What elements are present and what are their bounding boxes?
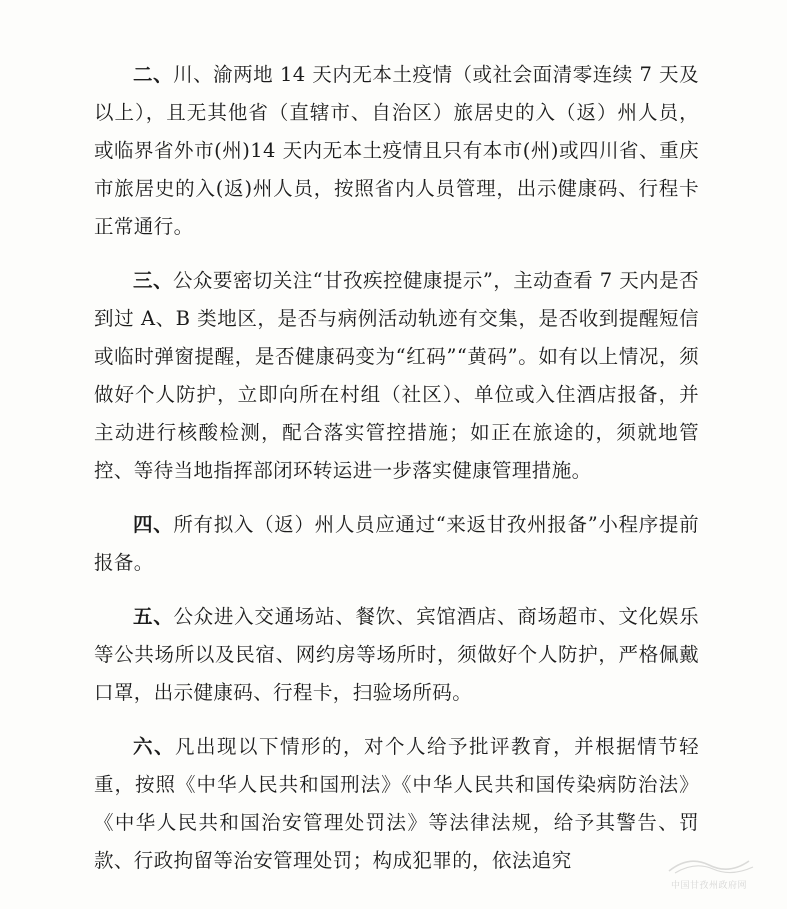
paragraph-6: [94, 728, 699, 880]
paragraph-4-text: 所有拟入（返）州人员应通过“来返甘孜州报备”小程序提前报备。: [94, 513, 699, 574]
watermark-logo: [649, 851, 769, 891]
paragraph-4-number: 四、: [133, 513, 174, 536]
paragraph-5-number: 五、: [133, 605, 174, 628]
paragraph-2-number: 二、: [133, 63, 174, 86]
watermark-text: 中国甘孜州政府网: [670, 881, 747, 891]
document-body: [94, 56, 699, 880]
watermark-icon: [649, 851, 769, 879]
paragraph-2: [94, 56, 699, 246]
paragraph-3-number: 三、: [133, 269, 173, 292]
paragraph-5: [94, 598, 699, 712]
paragraph-6-text: 凡出现以下情形的，对个人给予批评教育，并根据情节轻重，按照《中华人民共和国刑法》《中华人民共和国传染病防治法》《中华人民共和国治安管理处罚法》等法律法规，给予其警告、罚款、行政拘留等治安管理处罚；构成犯罪的，依法追究: [94, 735, 699, 872]
paragraph-2-text: 川、渝两地 14 天内无本土疫情（或社会面清零连续 7 天及以上），且无其他省（直辖市、自治区）旅居史的入（返）州人员，或临界省外市(州)14 天内无本土疫情且只有本市(州)或四川省、重庆市旅居史的入(返)州人员，按照省内人员管理，出示健康码、行程卡正常通行。: [94, 63, 699, 238]
paragraph-6-number: 六、: [133, 735, 176, 758]
paragraph-5-text: 公众进入交通场站、餐饮、宾馆酒店、商场超市、文化娱乐等公共场所以及民宿、网约房等场所时，须做好个人防护，严格佩戴口罩，出示健康码、行程卡，扫验场所码。: [94, 605, 699, 704]
paragraph-4: [94, 506, 699, 582]
paragraph-3: [94, 262, 699, 490]
paragraph-3-text: 公众要密切关注“甘孜疾控健康提示”，主动查看 7 天内是否到过 A、B 类地区，是否与病例活动轨迹有交集，是否收到提醒短信或临时弹窗提醒，是否健康码变为“红码”“黄码”。如有以上情况，须做好个人防护，立即向所在村组（社区）、单位或入住酒店报备，并主动进行核酸检测，配合落实管控措施；如正在旅途的，须就地管控、等待当地指挥部闭环转运进一步落实健康管理措施。: [94, 269, 699, 482]
